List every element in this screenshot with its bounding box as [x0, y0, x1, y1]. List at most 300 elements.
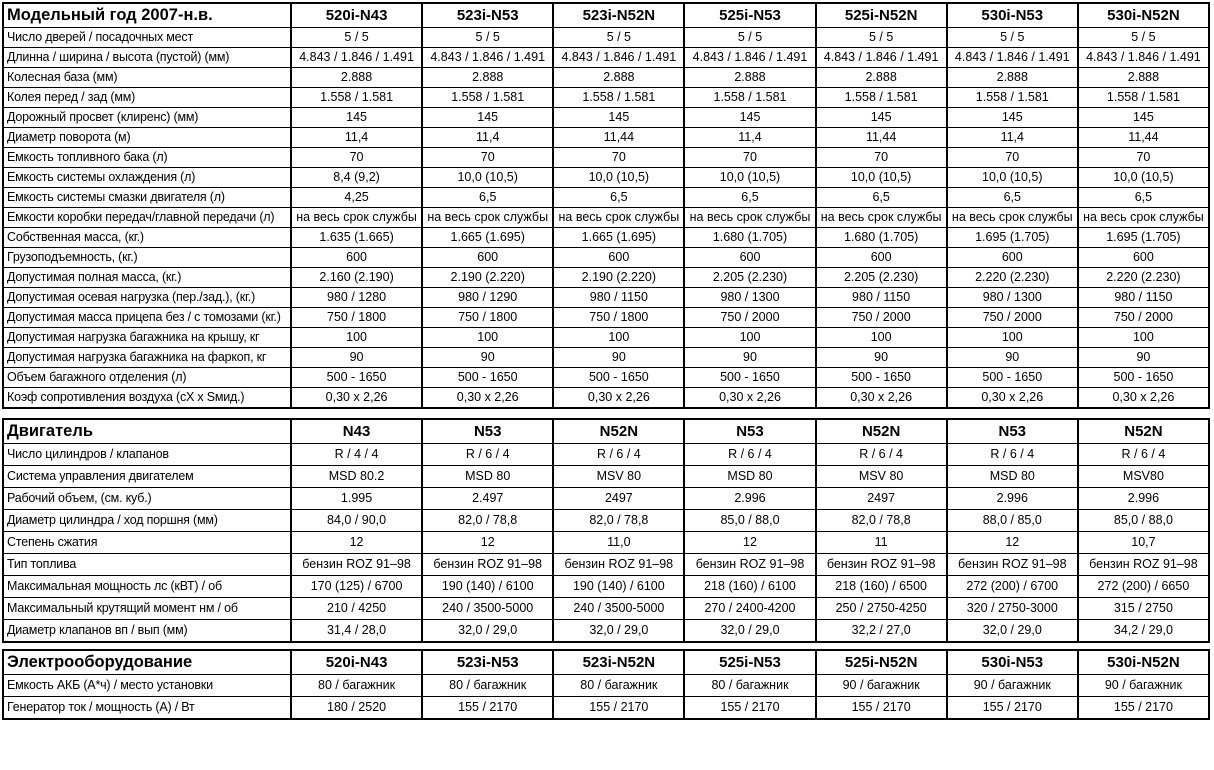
spec-value: 750 / 1800 — [422, 308, 553, 328]
spec-value: 90 — [422, 348, 553, 368]
spec-value: 980 / 1150 — [816, 288, 947, 308]
spec-value: 600 — [947, 248, 1078, 268]
spec-value: 32,2 / 27,0 — [816, 620, 947, 643]
row-label: Допустимая нагрузка багажника на крышу, кг — [3, 328, 291, 348]
spec-value: 190 (140) / 6100 — [553, 576, 684, 598]
spec-value: 5 / 5 — [291, 28, 422, 48]
spec-value: 5 / 5 — [947, 28, 1078, 48]
spec-value: 2.497 — [422, 488, 553, 510]
row-label: Максимальная мощность лс (кВТ) / об — [3, 576, 291, 598]
spec-value: 600 — [422, 248, 553, 268]
spec-value: 500 - 1650 — [422, 368, 553, 388]
spec-value: 600 — [1078, 248, 1209, 268]
spec-value: 272 (200) / 6650 — [1078, 576, 1209, 598]
spec-value: 980 / 1150 — [553, 288, 684, 308]
row-label: Диаметр цилиндра / ход поршня (мм) — [3, 510, 291, 532]
spec-value: 600 — [684, 248, 815, 268]
row-label: Колесная база (мм) — [3, 68, 291, 88]
spec-value: 500 - 1650 — [947, 368, 1078, 388]
spec-value: 2.888 — [1078, 68, 1209, 88]
spec-value: 70 — [291, 148, 422, 168]
row-label: Рабочий объем, (см. куб.) — [3, 488, 291, 510]
spec-value: 218 (160) / 6500 — [816, 576, 947, 598]
spec-value: 145 — [422, 108, 553, 128]
table-row — [3, 488, 1209, 510]
row-label: Допустимая нагрузка багажника на фаркоп, кг — [3, 348, 291, 368]
spec-value: 5 / 5 — [816, 28, 947, 48]
spec-value: 2.220 (2.230) — [947, 268, 1078, 288]
electrical-table — [2, 649, 1210, 720]
spec-value: 2497 — [816, 488, 947, 510]
row-label: Емкость системы охлаждения (л) — [3, 168, 291, 188]
spec-value: 145 — [1078, 108, 1209, 128]
spec-value: 4.843 / 1.846 / 1.491 — [947, 48, 1078, 68]
column-header: 525i-N53 — [684, 650, 815, 675]
spec-value: 1.995 — [291, 488, 422, 510]
spec-value: 70 — [816, 148, 947, 168]
spec-value: бензин ROZ 91–98 — [553, 554, 684, 576]
row-label: Число цилиндров / клапанов — [3, 444, 291, 466]
column-header: N52N — [1078, 419, 1209, 444]
table-header-row — [3, 3, 1209, 28]
spec-value: 0,30 х 2,26 — [291, 388, 422, 409]
spec-value: бензин ROZ 91–98 — [684, 554, 815, 576]
spec-value: на весь срок службы — [684, 208, 815, 228]
spec-value: 90 / багажник — [947, 675, 1078, 697]
column-header: 525i-N52N — [816, 650, 947, 675]
spec-value: 100 — [553, 328, 684, 348]
spec-value: 980 / 1290 — [422, 288, 553, 308]
spec-value: MSD 80 — [422, 466, 553, 488]
spec-value: 5 / 5 — [553, 28, 684, 48]
spec-value: на весь срок службы — [553, 208, 684, 228]
table-title: Двигатель — [3, 419, 291, 444]
spec-value: 0,30 х 2,26 — [947, 388, 1078, 409]
column-header: N43 — [291, 419, 422, 444]
spec-value: 1.558 / 1.581 — [553, 88, 684, 108]
spec-value: 2.888 — [684, 68, 815, 88]
spec-value: 10,0 (10,5) — [684, 168, 815, 188]
table-row — [3, 554, 1209, 576]
spec-value: бензин ROZ 91–98 — [816, 554, 947, 576]
column-header: 530i-N53 — [947, 3, 1078, 28]
spec-value: 10,0 (10,5) — [947, 168, 1078, 188]
spec-value: 0,30 х 2,26 — [684, 388, 815, 409]
spec-value: 2497 — [553, 488, 684, 510]
row-label: Степень сжатия — [3, 532, 291, 554]
row-label: Диаметр клапанов вп / вып (мм) — [3, 620, 291, 643]
table-row — [3, 328, 1209, 348]
spec-value: 70 — [1078, 148, 1209, 168]
table-header-row — [3, 650, 1209, 675]
spec-value: 4.843 / 1.846 / 1.491 — [291, 48, 422, 68]
row-label: Емкости коробки передач/главной передачи (л) — [3, 208, 291, 228]
spec-value: 240 / 3500-5000 — [553, 598, 684, 620]
spec-value: бензин ROZ 91–98 — [291, 554, 422, 576]
spec-value: 6,5 — [947, 188, 1078, 208]
spec-value: 100 — [1078, 328, 1209, 348]
table-title: Модельный год 2007-н.в. — [3, 3, 291, 28]
spec-value: бензин ROZ 91–98 — [947, 554, 1078, 576]
spec-value: 1.558 / 1.581 — [422, 88, 553, 108]
spec-value: 2.190 (2.220) — [422, 268, 553, 288]
spec-value: 1.558 / 1.581 — [947, 88, 1078, 108]
spec-value: 82,0 / 78,8 — [422, 510, 553, 532]
spec-value: 2.888 — [947, 68, 1078, 88]
spec-value: 272 (200) / 6700 — [947, 576, 1078, 598]
spec-value: на весь срок службы — [816, 208, 947, 228]
spec-value: MSV 80 — [553, 466, 684, 488]
engine-table — [2, 418, 1210, 643]
column-header: N53 — [684, 419, 815, 444]
spec-value: 218 (160) / 6100 — [684, 576, 815, 598]
column-header: 525i-N53 — [684, 3, 815, 28]
spec-value: 980 / 1300 — [684, 288, 815, 308]
row-label: Собственная масса, (кг.) — [3, 228, 291, 248]
spec-value: R / 6 / 4 — [947, 444, 1078, 466]
column-header: 523i-N53 — [422, 3, 553, 28]
spec-value: 85,0 / 88,0 — [1078, 510, 1209, 532]
row-label: Генератор ток / мощность (А) / Вт — [3, 697, 291, 720]
spec-value: 2.996 — [947, 488, 1078, 510]
spec-value: MSD 80 — [947, 466, 1078, 488]
row-label: Допустимая масса прицепа без / с томозами (кг.) — [3, 308, 291, 328]
spec-value: 270 / 2400-4200 — [684, 598, 815, 620]
spec-value: 4.843 / 1.846 / 1.491 — [816, 48, 947, 68]
row-label: Колея перед / зад (мм) — [3, 88, 291, 108]
row-label: Допустимая полная масса, (кг.) — [3, 268, 291, 288]
spec-value: 2.205 (2.230) — [816, 268, 947, 288]
spec-value: 145 — [816, 108, 947, 128]
spec-value: 250 / 2750-4250 — [816, 598, 947, 620]
spec-value: 6,5 — [553, 188, 684, 208]
spec-value: на весь срок службы — [422, 208, 553, 228]
spec-value: 70 — [422, 148, 553, 168]
spec-value: MSV 80 — [816, 466, 947, 488]
spec-value: на весь срок службы — [1078, 208, 1209, 228]
spec-value: 1.680 (1.705) — [816, 228, 947, 248]
spec-value: 32,0 / 29,0 — [684, 620, 815, 643]
spec-value: 750 / 2000 — [684, 308, 815, 328]
spec-value: 750 / 2000 — [816, 308, 947, 328]
spec-value: 100 — [684, 328, 815, 348]
row-label: Допустимая осевая нагрузка (пер./зад.), (кг.) — [3, 288, 291, 308]
spec-value: 600 — [553, 248, 684, 268]
table-row — [3, 88, 1209, 108]
spec-value: 2.888 — [816, 68, 947, 88]
spec-value: 2.888 — [422, 68, 553, 88]
spec-value: 5 / 5 — [422, 28, 553, 48]
spec-value: 8,4 (9,2) — [291, 168, 422, 188]
spec-value: 70 — [684, 148, 815, 168]
spec-value: 100 — [816, 328, 947, 348]
spec-value: 2.888 — [553, 68, 684, 88]
spec-value: 10,0 (10,5) — [816, 168, 947, 188]
spec-value: 145 — [553, 108, 684, 128]
spec-value: 210 / 4250 — [291, 598, 422, 620]
spec-value: 90 — [947, 348, 1078, 368]
spec-value: 1.558 / 1.581 — [816, 88, 947, 108]
spec-value: 170 (125) / 6700 — [291, 576, 422, 598]
column-header: 530i-N52N — [1078, 650, 1209, 675]
table-row — [3, 576, 1209, 598]
table-row — [3, 288, 1209, 308]
spec-value: 1.558 / 1.581 — [684, 88, 815, 108]
spec-value: 32,0 / 29,0 — [553, 620, 684, 643]
spec-value: 155 / 2170 — [1078, 697, 1209, 720]
spec-value: 4,25 — [291, 188, 422, 208]
table-row — [3, 368, 1209, 388]
spec-value: 0,30 х 2,26 — [1078, 388, 1209, 409]
row-label: Число дверей / посадочных мест — [3, 28, 291, 48]
table-row — [3, 466, 1209, 488]
spec-value: 4.843 / 1.846 / 1.491 — [684, 48, 815, 68]
table-title: Электрооборудование — [3, 650, 291, 675]
table-row — [3, 675, 1209, 697]
spec-value: 980 / 1300 — [947, 288, 1078, 308]
spec-value: MSV80 — [1078, 466, 1209, 488]
spec-value: 11,4 — [291, 128, 422, 148]
spec-value: 12 — [947, 532, 1078, 554]
spec-value: 32,0 / 29,0 — [422, 620, 553, 643]
spec-value: 88,0 / 85,0 — [947, 510, 1078, 532]
spec-value: 315 / 2750 — [1078, 598, 1209, 620]
spec-value: 84,0 / 90,0 — [291, 510, 422, 532]
row-label: Система управления двигателем — [3, 466, 291, 488]
spec-value: 980 / 1280 — [291, 288, 422, 308]
column-header: 525i-N52N — [816, 3, 947, 28]
spec-value: 750 / 1800 — [553, 308, 684, 328]
column-header: 520i-N43 — [291, 3, 422, 28]
table-row — [3, 444, 1209, 466]
spec-value: 145 — [947, 108, 1078, 128]
spec-value: 155 / 2170 — [553, 697, 684, 720]
spec-value: 500 - 1650 — [684, 368, 815, 388]
row-label: Диаметр поворота (м) — [3, 128, 291, 148]
spec-value: 11,0 — [553, 532, 684, 554]
spec-value: 6,5 — [684, 188, 815, 208]
table-row — [3, 348, 1209, 368]
spec-value: 90 / багажник — [816, 675, 947, 697]
spec-value: 500 - 1650 — [553, 368, 684, 388]
spec-value: 500 - 1650 — [1078, 368, 1209, 388]
spec-value: 10,0 (10,5) — [1078, 168, 1209, 188]
spec-value: 0,30 х 2,26 — [553, 388, 684, 409]
spec-value: 90 — [291, 348, 422, 368]
spec-value: 6,5 — [816, 188, 947, 208]
spec-value: 2.888 — [291, 68, 422, 88]
spec-value: 1.695 (1.705) — [1078, 228, 1209, 248]
spec-value: бензин ROZ 91–98 — [422, 554, 553, 576]
spec-value: 12 — [684, 532, 815, 554]
spec-value: 11,44 — [1078, 128, 1209, 148]
model-year-table — [2, 2, 1210, 409]
spec-value: 155 / 2170 — [816, 697, 947, 720]
spec-value: 1.665 (1.695) — [553, 228, 684, 248]
table-row — [3, 308, 1209, 328]
spec-value: 190 (140) / 6100 — [422, 576, 553, 598]
table-row — [3, 510, 1209, 532]
spec-value: 1.558 / 1.581 — [291, 88, 422, 108]
column-header: N52N — [553, 419, 684, 444]
spec-value: 10,0 (10,5) — [553, 168, 684, 188]
column-header: 530i-N53 — [947, 650, 1078, 675]
spec-value: MSD 80.2 — [291, 466, 422, 488]
spec-value: 5 / 5 — [684, 28, 815, 48]
column-header: 530i-N52N — [1078, 3, 1209, 28]
spec-value: 11,4 — [422, 128, 553, 148]
spec-value: 80 / багажник — [291, 675, 422, 697]
spec-value: на весь срок службы — [947, 208, 1078, 228]
spec-value: 34,2 / 29,0 — [1078, 620, 1209, 643]
spec-value: 750 / 2000 — [947, 308, 1078, 328]
column-header: 520i-N43 — [291, 650, 422, 675]
spec-value: 2.190 (2.220) — [553, 268, 684, 288]
row-label: Тип топлива — [3, 554, 291, 576]
spec-value: 1.695 (1.705) — [947, 228, 1078, 248]
spec-value: 80 / багажник — [553, 675, 684, 697]
spec-value: R / 6 / 4 — [684, 444, 815, 466]
table-row — [3, 148, 1209, 168]
spec-value: 2.996 — [1078, 488, 1209, 510]
column-header: N52N — [816, 419, 947, 444]
spec-value: 12 — [291, 532, 422, 554]
table-row — [3, 68, 1209, 88]
table-row — [3, 598, 1209, 620]
spec-value: 11 — [816, 532, 947, 554]
spec-value: 5 / 5 — [1078, 28, 1209, 48]
spec-value: 11,44 — [816, 128, 947, 148]
table-row — [3, 228, 1209, 248]
spec-value: 145 — [684, 108, 815, 128]
column-header: N53 — [947, 419, 1078, 444]
spec-value: R / 6 / 4 — [816, 444, 947, 466]
spec-value: 32,0 / 29,0 — [947, 620, 1078, 643]
spec-value: 90 — [816, 348, 947, 368]
table-row — [3, 248, 1209, 268]
spec-value: R / 6 / 4 — [422, 444, 553, 466]
spec-value: 80 / багажник — [422, 675, 553, 697]
spec-value: на весь срок службы — [291, 208, 422, 228]
spec-value: 155 / 2170 — [684, 697, 815, 720]
table-row — [3, 268, 1209, 288]
spec-value: 2.205 (2.230) — [684, 268, 815, 288]
spec-value: R / 6 / 4 — [553, 444, 684, 466]
spec-value: 600 — [816, 248, 947, 268]
spec-value: 100 — [947, 328, 1078, 348]
row-label: Длинна / ширина / высота (пустой) (мм) — [3, 48, 291, 68]
table-row — [3, 108, 1209, 128]
spec-value: 4.843 / 1.846 / 1.491 — [553, 48, 684, 68]
spec-value: 6,5 — [422, 188, 553, 208]
spec-value: 1.558 / 1.581 — [1078, 88, 1209, 108]
table-row — [3, 188, 1209, 208]
column-header: N53 — [422, 419, 553, 444]
column-header: 523i-N53 — [422, 650, 553, 675]
spec-value: 145 — [291, 108, 422, 128]
spec-value: 500 - 1650 — [291, 368, 422, 388]
spec-value: 1.665 (1.695) — [422, 228, 553, 248]
column-header: 523i-N52N — [553, 650, 684, 675]
table-row — [3, 168, 1209, 188]
spec-value: 980 / 1150 — [1078, 288, 1209, 308]
spec-value: 2.996 — [684, 488, 815, 510]
row-label: Емкость топливного бака (л) — [3, 148, 291, 168]
spec-value: 4.843 / 1.846 / 1.491 — [1078, 48, 1209, 68]
column-header: 523i-N52N — [553, 3, 684, 28]
row-label: Емкость системы смазки двигателя (л) — [3, 188, 291, 208]
table-header-row — [3, 419, 1209, 444]
spec-value: 600 — [291, 248, 422, 268]
spec-value: 11,4 — [947, 128, 1078, 148]
spec-value: 180 / 2520 — [291, 697, 422, 720]
spec-value: 82,0 / 78,8 — [816, 510, 947, 532]
spec-value: 11,44 — [553, 128, 684, 148]
spec-value: 90 — [553, 348, 684, 368]
spec-value: 0,30 х 2,26 — [816, 388, 947, 409]
table-row — [3, 532, 1209, 554]
spec-value: 10,7 — [1078, 532, 1209, 554]
spec-value: 750 / 1800 — [291, 308, 422, 328]
row-label: Емкость АКБ (А*ч) / место установки — [3, 675, 291, 697]
spec-value: 1.680 (1.705) — [684, 228, 815, 248]
table-row — [3, 128, 1209, 148]
spec-value: MSD 80 — [684, 466, 815, 488]
spec-value: 11,4 — [684, 128, 815, 148]
spec-value: 82,0 / 78,8 — [553, 510, 684, 532]
spec-value: 2.220 (2.230) — [1078, 268, 1209, 288]
table-row — [3, 620, 1209, 643]
spec-value: 85,0 / 88,0 — [684, 510, 815, 532]
table-row — [3, 208, 1209, 228]
spec-value: 70 — [553, 148, 684, 168]
spec-value: 12 — [422, 532, 553, 554]
spec-value: 0,30 х 2,26 — [422, 388, 553, 409]
table-row — [3, 48, 1209, 68]
table-gap — [2, 409, 1212, 418]
spec-value: R / 6 / 4 — [1078, 444, 1209, 466]
row-label: Коэф сопротивления воздуха (сХ х Sмид.) — [3, 388, 291, 409]
spec-value: 155 / 2170 — [947, 697, 1078, 720]
spec-value: 750 / 2000 — [1078, 308, 1209, 328]
spec-value: 90 / багажник — [1078, 675, 1209, 697]
spec-value: 90 — [1078, 348, 1209, 368]
row-label: Максимальный крутящий момент нм / об — [3, 598, 291, 620]
spec-value: 2.160 (2.190) — [291, 268, 422, 288]
table-row — [3, 28, 1209, 48]
spec-value: 31,4 / 28,0 — [291, 620, 422, 643]
spec-value: 4.843 / 1.846 / 1.491 — [422, 48, 553, 68]
row-label: Дорожный просвет (клиренс) (мм) — [3, 108, 291, 128]
row-label: Грузоподъемность, (кг.) — [3, 248, 291, 268]
spec-value: 80 / багажник — [684, 675, 815, 697]
table-row — [3, 388, 1209, 409]
spec-value: 10,0 (10,5) — [422, 168, 553, 188]
spec-value: 320 / 2750-3000 — [947, 598, 1078, 620]
spec-value: 70 — [947, 148, 1078, 168]
spec-value: 100 — [422, 328, 553, 348]
spec-value: 90 — [684, 348, 815, 368]
spec-value: 240 / 3500-5000 — [422, 598, 553, 620]
spec-value: бензин ROZ 91–98 — [1078, 554, 1209, 576]
spec-value: 6,5 — [1078, 188, 1209, 208]
spec-value: 1.635 (1.665) — [291, 228, 422, 248]
spec-value: 500 - 1650 — [816, 368, 947, 388]
spec-value: 100 — [291, 328, 422, 348]
row-label: Объем багажного отделения (л) — [3, 368, 291, 388]
spec-value: 155 / 2170 — [422, 697, 553, 720]
table-row — [3, 697, 1209, 720]
